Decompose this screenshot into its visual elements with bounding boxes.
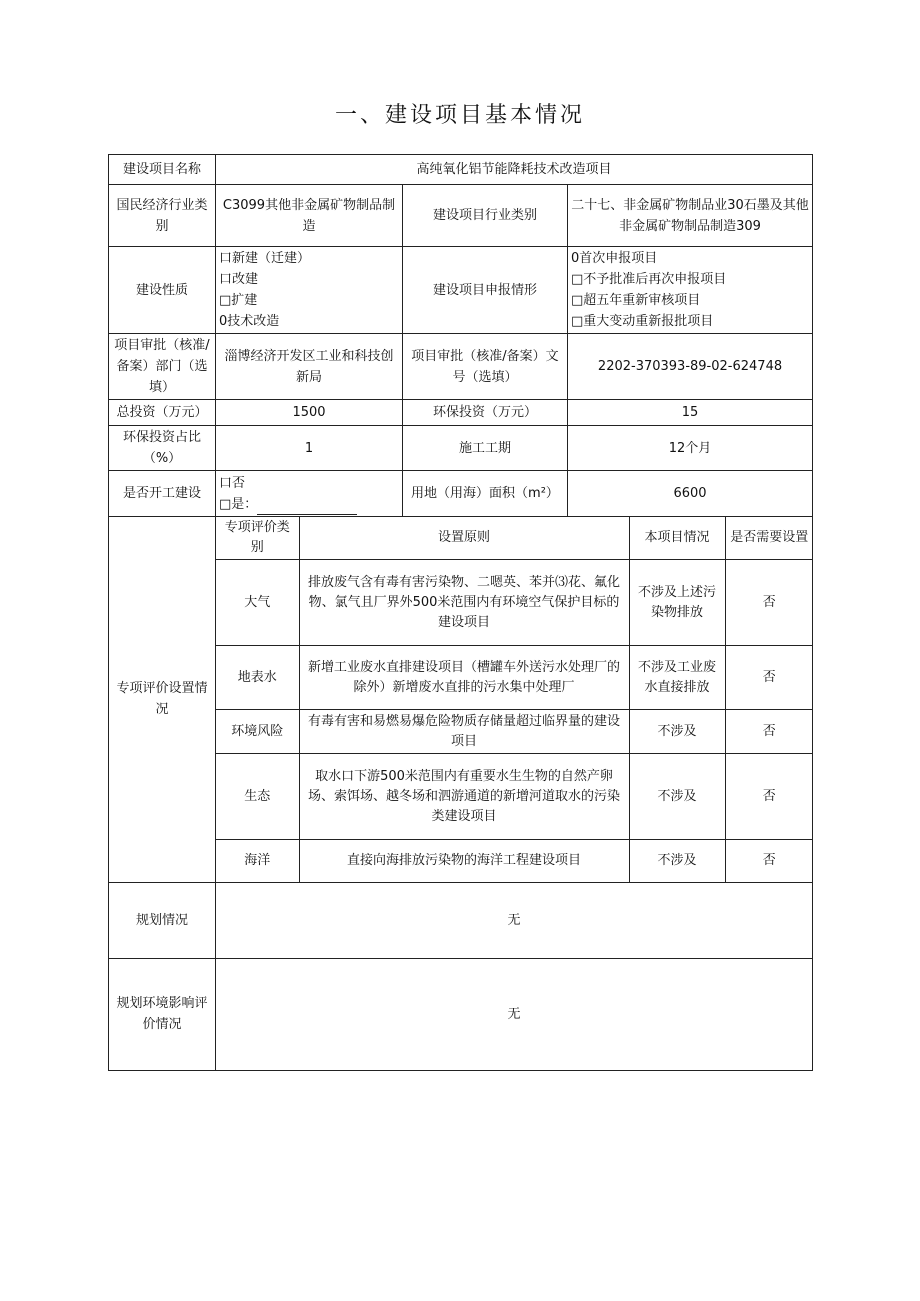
special-situation: 不涉及上述污染物排放	[629, 560, 725, 646]
approval-number-label: 项目审批（核准/备案）文号（选填）	[403, 334, 568, 400]
special-principle: 有毒有害和易燃易爆危险物质存储量超过临界量的建设项目	[299, 710, 629, 754]
land-area-label: 用地（用海）面积（m²）	[403, 471, 568, 517]
header-category: 专项评价类别	[216, 517, 299, 560]
project-name-value: 高纯氧化铝节能降耗技术改造项目	[216, 155, 813, 185]
total-investment-value: 1500	[216, 400, 403, 426]
special-row	[216, 840, 813, 882]
special-situation: 不涉及工业废水直接排放	[629, 646, 725, 710]
special-needed: 否	[725, 560, 813, 646]
declaration-options	[568, 247, 813, 334]
row-project-name	[109, 155, 813, 185]
option-started[interactable]	[219, 494, 399, 515]
special-category: 生态	[216, 754, 299, 840]
planning-eia-label: 规划环境影响评价情况	[109, 958, 216, 1070]
construction-period-label: 施工工期	[403, 426, 568, 471]
option-rebuild[interactable]: 口改建	[219, 272, 259, 287]
option-new-build[interactable]: 口新建（迁建）	[219, 251, 311, 266]
project-info-table	[108, 154, 813, 1071]
project-industry-value: 二十七、非金属矿物制品业30石墨及其他非金属矿物制品制造309	[568, 185, 813, 247]
special-principle: 新增工业废水直排建设项目（槽罐车外送污水处理厂的除外）新增废水直排的污水集中处理厂	[299, 646, 629, 710]
special-category: 大气	[216, 560, 299, 646]
special-needed: 否	[725, 840, 813, 882]
special-evaluation-cell	[216, 517, 813, 883]
row-ratio	[109, 426, 813, 471]
approval-dept-value: 淄博经济开发区工业和科技创新局	[216, 334, 403, 400]
env-investment-value: 15	[568, 400, 813, 426]
env-ratio-label: 环保投资占比（%）	[109, 426, 216, 471]
special-situation: 不涉及	[629, 754, 725, 840]
option-tech-upgrade[interactable]: 0技术改造	[219, 314, 280, 329]
env-investment-label: 环保投资（万元）	[403, 400, 568, 426]
option-five-year-review[interactable]: □超五年重新审核项目	[571, 293, 701, 308]
special-evaluation-table	[216, 517, 813, 882]
started-options	[216, 471, 403, 517]
special-row	[216, 560, 813, 646]
special-row	[216, 754, 813, 840]
row-nature	[109, 247, 813, 334]
option-expand[interactable]: □扩建	[219, 293, 258, 308]
special-needed: 否	[725, 646, 813, 710]
row-started	[109, 471, 813, 517]
industry-value: C3099其他非金属矿物制品制造	[216, 185, 403, 247]
land-area-value: 6600	[568, 471, 813, 517]
special-needed: 否	[725, 710, 813, 754]
special-principle: 排放废气含有毒有害污染物、二嗯英、苯并⑶花、氟化物、氯气且厂界外500米范围内有环境空气保护目标的建设项目	[299, 560, 629, 646]
special-needed: 否	[725, 754, 813, 840]
row-planning	[109, 882, 813, 958]
option-major-change[interactable]: □重大变动重新报批项目	[571, 314, 714, 329]
row-special-evaluation	[109, 517, 813, 883]
planning-eia-value: 无	[216, 958, 813, 1070]
row-planning-eia	[109, 958, 813, 1070]
project-industry-label: 建设项目行业类别	[403, 185, 568, 247]
total-investment-label: 总投资（万元）	[109, 400, 216, 426]
header-needed: 是否需要设置	[725, 517, 813, 560]
declaration-label: 建设项目申报情形	[403, 247, 568, 334]
special-row	[216, 646, 813, 710]
env-ratio-value: 1	[216, 426, 403, 471]
special-evaluation-label: 专项评价设置情况	[109, 517, 216, 883]
special-principle: 直接向海排放污染物的海洋工程建设项目	[299, 840, 629, 882]
special-category: 地表水	[216, 646, 299, 710]
nature-label: 建设性质	[109, 247, 216, 334]
approval-dept-label: 项目审批（核准/备案）部门（选填）	[109, 334, 216, 400]
nature-options	[216, 247, 403, 334]
row-industry	[109, 185, 813, 247]
special-situation: 不涉及	[629, 840, 725, 882]
header-situation: 本项目情况	[629, 517, 725, 560]
option-redeclare-after-rejection[interactable]: □不予批准后再次申报项目	[571, 272, 727, 287]
special-situation: 不涉及	[629, 710, 725, 754]
header-principle: 设置原则	[299, 517, 629, 560]
planning-label: 规划情况	[109, 882, 216, 958]
option-not-started[interactable]: 口否	[219, 475, 246, 491]
started-label: 是否开工建设	[109, 471, 216, 517]
row-investment	[109, 400, 813, 426]
special-category: 海洋	[216, 840, 299, 882]
special-principle: 取水口下游500米范围内有重要水生生物的自然产卵场、索饵场、越冬场和泗游通道的新增河道取水的污染类建设项目	[299, 754, 629, 840]
construction-period-value: 12个月	[568, 426, 813, 471]
page-title: 一、建设项目基本情况	[334, 103, 585, 128]
special-row	[216, 710, 813, 754]
special-header-row	[216, 517, 813, 560]
industry-label: 国民经济行业类别	[109, 185, 216, 247]
special-category: 环境风险	[216, 710, 299, 754]
option-started-label: □是：	[219, 496, 258, 512]
option-first-declaration[interactable]: 0首次申报项目	[571, 251, 658, 266]
approval-number-value: 2202-370393-89-02-624748	[568, 334, 813, 400]
row-approval	[109, 334, 813, 400]
started-blank-line	[257, 500, 357, 515]
project-name-label: 建设项目名称	[109, 155, 216, 185]
planning-value: 无	[216, 882, 813, 958]
